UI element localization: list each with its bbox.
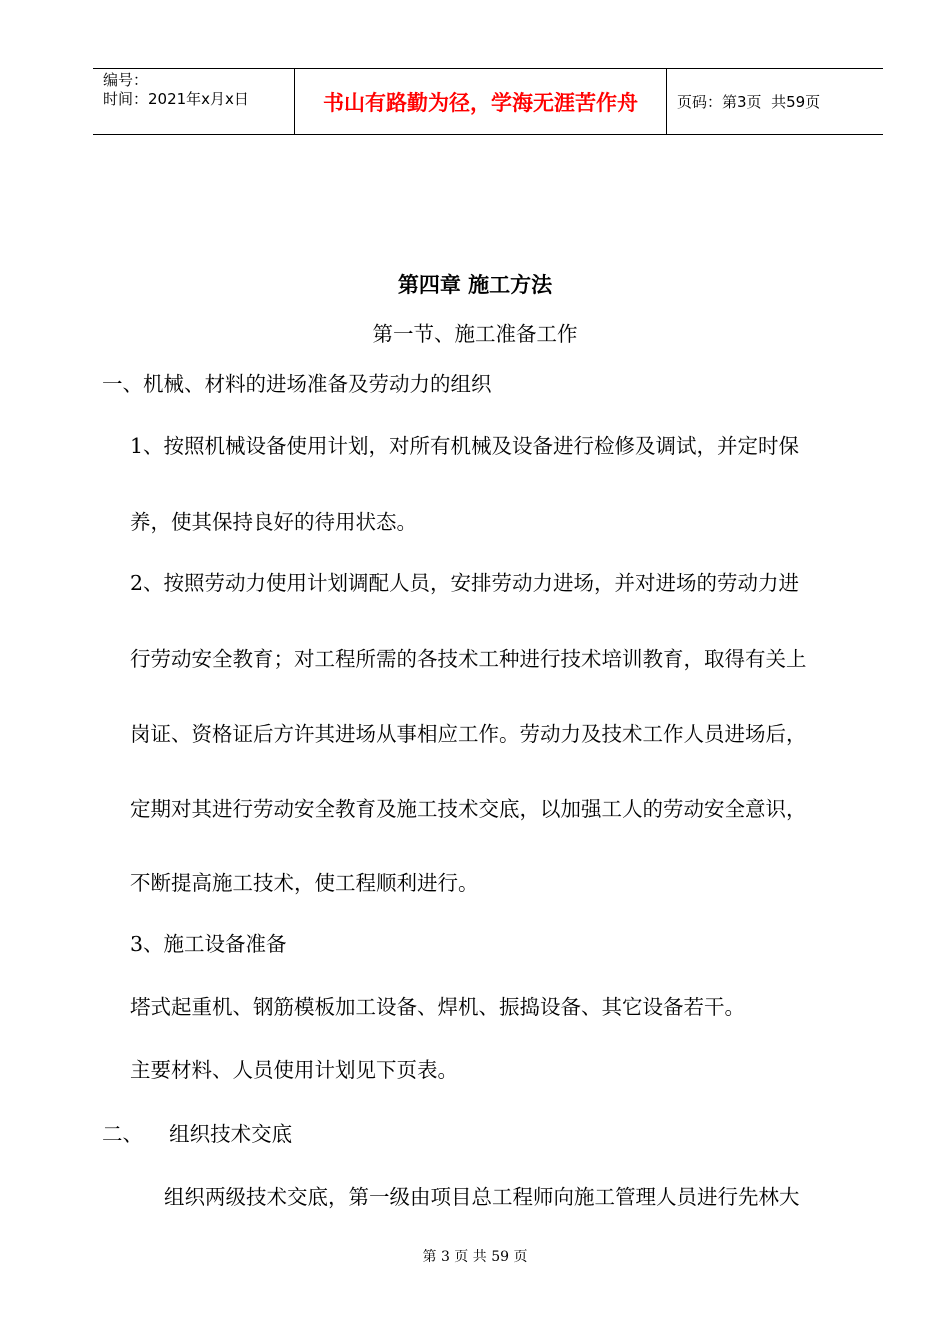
code-label: 编号： <box>103 71 149 89</box>
paragraph-line: 1、按照机械设备使用计划，对所有机械及设备进行检修及调试，并定时保 <box>130 434 800 458</box>
paragraph-line: 主要材料、人员使用计划见下页表。 <box>130 1058 458 1082</box>
heading-2: 二、 组织技术交底 <box>102 1122 293 1146</box>
header-meta <box>93 69 295 134</box>
page-info-text: 页码：第3页 共59页 <box>677 93 821 111</box>
time-label: 时间：2021年x月x日 <box>103 90 249 108</box>
heading-1: 一、机械、材料的进场准备及劳动力的组织 <box>102 372 492 396</box>
chapter-title: 第四章 施工方法 <box>397 272 553 297</box>
paragraph-line: 行劳动安全教育；对工程所需的各技术工种进行技术培训教育，取得有关上 <box>130 647 807 671</box>
paragraph-line: 不断提高施工技术，使工程顺利进行。 <box>130 871 479 895</box>
paragraph-line: 2、按照劳动力使用计划调配人员，安排劳动力进场，并对进场的劳动力进 <box>130 571 800 595</box>
header-motto: 书山有路勤为径，学海无涯苦作舟 <box>295 69 667 134</box>
paragraph-line: 养，使其保持良好的待用状态。 <box>130 510 417 534</box>
subheading: 3、施工设备准备 <box>130 932 287 956</box>
section-title: 第一节、施工准备工作 <box>372 322 578 346</box>
paragraph-line: 组织两级技术交底，第一级由项目总工程师向施工管理人员进行先林大 <box>164 1185 800 1209</box>
page-header <box>93 68 883 135</box>
paragraph-line: 塔式起重机、钢筋模板加工设备、焊机、振捣设备、其它设备若干。 <box>130 995 745 1019</box>
paragraph-line: 岗证、资格证后方许其进场从事相应工作。劳动力及技术工作人员进场后， <box>130 722 807 746</box>
paragraph-line: 定期对其进行劳动安全教育及施工技术交底，以加强工人的劳动安全意识， <box>130 797 807 821</box>
page-footer: 第 3 页 共 59 页 <box>422 1249 528 1265</box>
header-page-info <box>667 69 883 134</box>
